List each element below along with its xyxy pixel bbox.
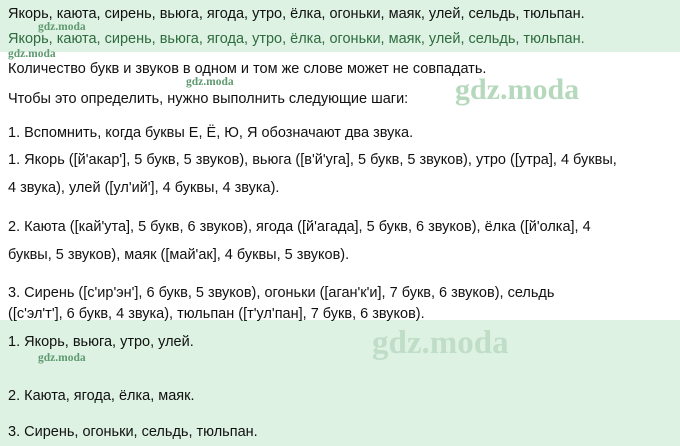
text-line-summary-3: 3. Сирень, огоньки, сельдь, тюльпан.	[8, 424, 258, 440]
watermark-logo: gdz.moda	[186, 76, 234, 88]
text-line-answer-3a: 3. Сирень ([с'ир'эн'], 6 букв, 5 звуков), огоньки ([аган'к'и], 7 букв, 6 звуков), сельдь	[8, 285, 555, 301]
text-line-answer-2b: буквы, 5 звуков), маяк ([май'ак], 4 буквы, 5 звуков).	[8, 247, 350, 263]
text-line-step-1: 1. Вспомнить, когда буквы Е, Ё, Ю, Я обозначают два звука.	[8, 125, 414, 141]
watermark-logo: gdz.moda	[38, 21, 86, 33]
text-line-answer-3b: ([с'эл'т'], 6 букв, 4 звука), тюльпан ([т'ул'пан], 7 букв, 6 звуков).	[8, 306, 425, 322]
watermark-logo: gdz.moda	[455, 73, 580, 106]
watermark-logo: gdz.moda	[38, 352, 86, 364]
watermark-logo: gdz.moda	[8, 48, 56, 60]
text-line-word-list-plain: Якорь, каюта, сирень, вьюга, ягода, утро, ёлка, огоньки, маяк, улей, сельдь, тюльпан.	[8, 6, 585, 22]
text-line-answer-2a: 2. Каюта ([кай'ута], 5 букв, 6 звуков), ягода ([й'агада], 5 букв, 6 звуков), ёлка ([й'олка], 4	[8, 219, 591, 235]
text-line-summary-1: 1. Якорь, вьюга, утро, улей.	[8, 334, 194, 350]
text-line-answer-1a: 1. Якорь ([й'акар'], 5 букв, 5 звуков), вьюга ([в'й'уга], 5 букв, 5 звуков), утро ([утра], 4 буквы,	[8, 152, 617, 168]
text-line-steps-lead: Чтобы это определить, нужно выполнить следующие шаги:	[8, 91, 409, 107]
text-line-summary-2: 2. Каюта, ягода, ёлка, маяк.	[8, 388, 195, 404]
text-line-word-list-highlighted: Якорь, каюта, сирень, вьюга, ягода, утро, ёлка, огоньки, маяк, улей, сельдь, тюльпан.	[8, 31, 585, 47]
text-line-intro: Количество букв и звуков в одном и том же слове может не совпадать.	[8, 61, 487, 77]
text-line-answer-1b: 4 звука), улей ([ул'ий'], 4 буквы, 4 звука).	[8, 180, 280, 196]
watermark-logo: gdz.moda	[372, 325, 509, 361]
